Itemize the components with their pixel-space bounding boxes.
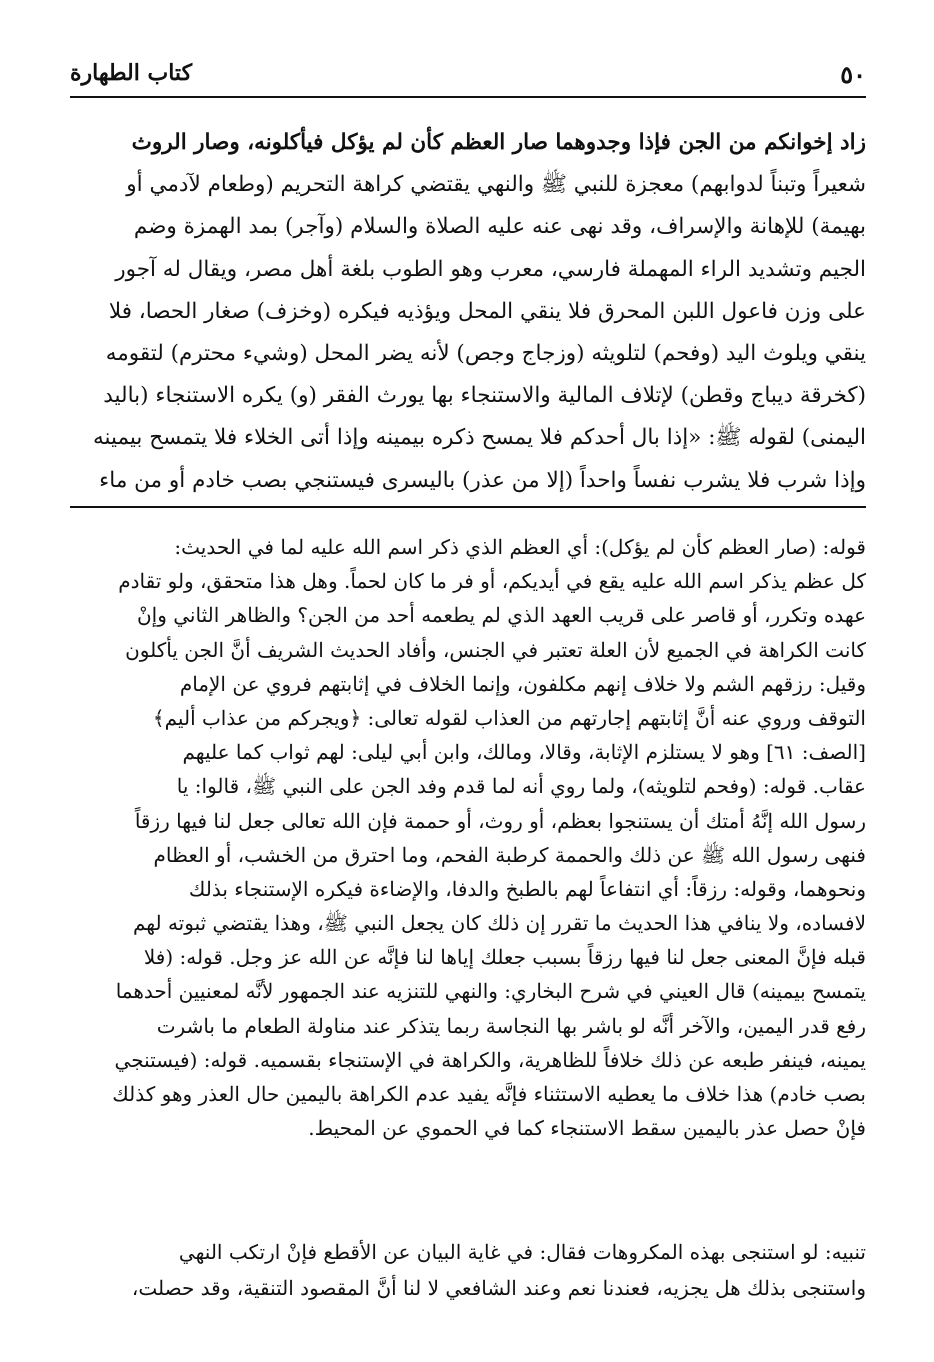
commentary-line: كانت الكراهة في الجميع لأن العلة تعتبر في الجنس، وأفاد الحديث الشريف أنَّ الجن يأكلون [125,637,866,662]
commentary-line: يمينه، فينفر طبعه عن ذلك خلافاً للظاهرية، والكراهة في الإستنجاء بقسميه. قوله: (فيستنجي [114,1047,866,1072]
commentary-line: عقاب. قوله: (وفحم لتلويثه)، ولما روي أنه لما قدم وفد الجن على النبي ﷺ، قالوا: يا [176,774,866,799]
note-section [70,1234,866,1306]
text-line: وإذا شرب فلا يشرب نفساً واحداً (إلا من عذر) باليسرى فيستنجي بصب خادم أو من ماء [99,467,866,493]
commentary-line: بصب خادم) هذا خلاف ما يعطيه الاستثناء فإنَّه يفيد عدم الكراهة باليمين حال العذر وهو كذلك [112,1082,866,1106]
commentary-line: فإنْ حصل عذر باليمين سقط الاستنجاء كما في الحموي عن المحيط. [308,1116,866,1141]
commentary-line: فنهى رسول الله ﷺ عن ذلك والحممة كرطبة الفحم، وما احترق من الخشب، أو العظام [153,842,866,867]
text-line: زاد إخوانكم من الجن فإذا وجدوهما صار العظم كأن لم يؤكل فيأكلونه، وصار الروث [131,130,866,155]
commentary-line: قبله فإنَّ المعنى جعل لنا فيها رزقاً بسبب جعلك إياها لنا فإنَّه عن الله عز وجل. قوله: (فلا [143,945,866,970]
commentary-line: لافساده، ولا ينافي هذا الحديث ما تقرر إن ذلك كان يجعل النبي ﷺ، وهذا يقتضي ثبوته لهم [132,911,866,936]
text-line: بهيمة) للإهانة والإسراف، وقد نهى عنه عليه الصلاة والسلام (وآجر) بمد الهمزة وضم [133,214,866,240]
text-line: الجيم وتشديد الراء المهملة فارسي، معرب وهو الطوب بلغة أهل مصر، ويقال له آجور [115,256,866,282]
commentary-line: قوله: (صار العظم كأن لم يؤكل): أي العظم الذي ذكر اسم الله عليه لما في الحديث: [174,535,866,559]
running-title: كتاب الطهارة [70,60,193,86]
text-line: شعيراً وتبناً لدوابهم) معجزة للنبي ﷺ والنهي يقتضي كراهة التحريم (وطعام لآدمي أو [126,172,866,198]
commentary-paragraph [70,530,866,1145]
commentary-divider [70,506,866,508]
commentary-line: [الصف: ٦١] وهو لا يستلزم الإثابة، وقالا، ومالك، وابن أبي ليلى: لهم ثواب كما عليهم [182,740,866,765]
page-number: ٥٠ [840,60,866,89]
text-line: على وزن فاعول اللبن المحرق فلا ينقي المحل ويؤذيه فيكره (وخزف) صغار الحصا، فلا [108,298,866,324]
main-text [70,122,866,502]
note-paragraph [70,1234,866,1306]
main-text-paragraph [70,122,866,502]
header-divider [70,96,866,98]
book-page [70,0,866,1362]
commentary-line: التوقف وروي عنه أنَّ إثابتهم إجارتهم من العذاب لقوله تعالى: ﴿ويجركم من عذاب أليم﴾ [152,705,866,730]
commentary-line: يتمسح بيمينه) قال العيني في شرح البخاري: والنهي للتنزيه عند الجمهور لأنَّه لمعنيين أحدهما [115,979,866,1004]
commentary-line: وقيل: رزقهم الشم ولا خلاف إنهم مكلفون، وإنما الخلاف في إثابتهم فروي عن الإمام [179,671,866,696]
commentary-line: رسول الله إنَّهُ أمتك أن يستنجوا بعظم، أو روث، أو حممة فإن الله تعالى جعل لنا فيها رزقاً [134,808,866,833]
text-line: ينقي ويلوث اليد (وفحم) لتلويثه (وزجاج وجص) لأنه يضر المحل (وشيء محترم) لتقومه [105,340,866,366]
commentary-line: عهده وتكرر، أو قاصر على قريب العهد الذي لم يطعمه أحد من الجن؟ والظاهر الثاني وإنْ [136,603,866,628]
text-line: اليمنى) لقوله ﷺ: «إذا بال أحدكم فلا يمسح ذكره بيمينه وإذا أتى الخلاء فلا يتمسح بيمينه [92,425,866,451]
note-line: واستنجى بذلك هل يجزيه، فعندنا نعم وعند الشافعي لا لنا أنَّ المقصود التنقية، وقد حصلت، [131,1276,866,1300]
page-header [70,60,866,94]
text-line: (كخرقة ديباج وقطن) لإتلاف المالية والاستنجاء بها يورث الفقر (و) يكره الاستنجاء (باليد [103,383,866,409]
commentary-line: رفع قدر اليمين، والآخر أنَّه لو باشر بها النجاسة ربما يتذكر عند مناولة الطعام ما باشرت [156,1013,866,1038]
commentary-line: كل عظم يذكر اسم الله عليه يقع في أيديكم، أو فر ما كان لحماً. وهل هذا متحقق، ولو تقادم [118,569,866,594]
commentary [70,530,866,1145]
note-line: تنبيه: لو استنجى بهذه المكروهات فقال: في غاية البيان عن الأقطع فإنْ ارتكب النهي [178,1240,866,1264]
commentary-line: ونحوهما، وقوله: رزقاً: أي انتفاعاً لهم بالطبخ والدفا، والإضاءة فيكره الإستنجاء بذلك [188,876,866,901]
